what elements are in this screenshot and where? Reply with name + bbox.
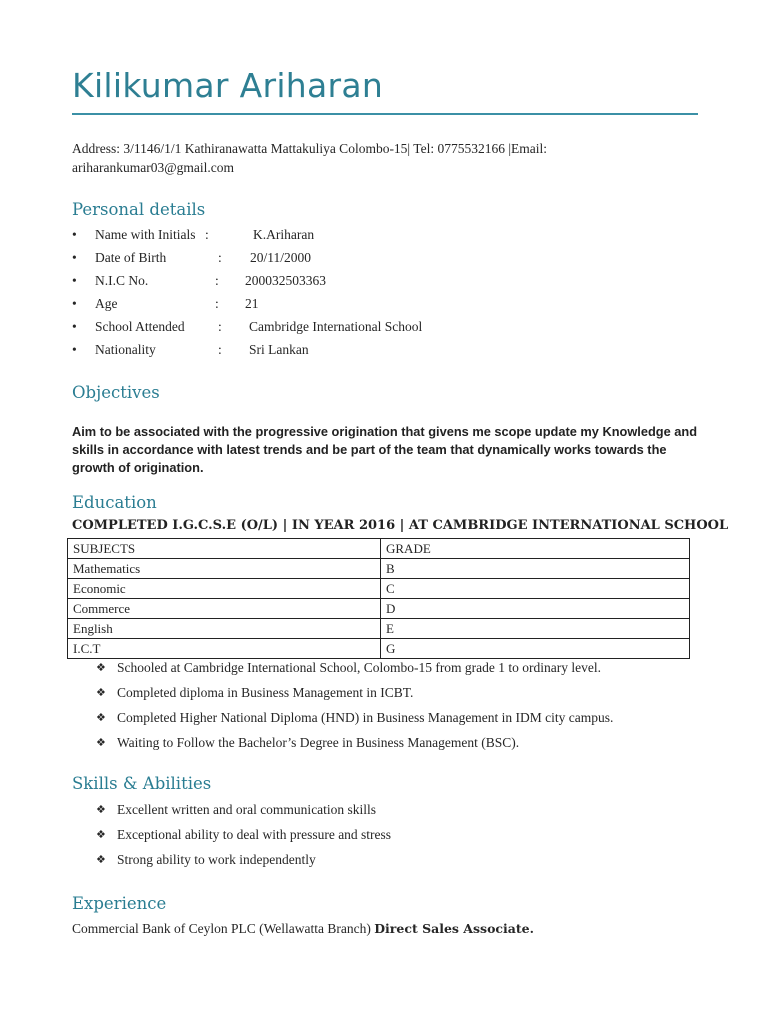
contact-email: ariharankumar03@gmail.com — [72, 160, 234, 175]
experience-role: Direct Sales Associate. — [374, 921, 534, 936]
skills-heading: Skills & Abilities — [72, 774, 212, 793]
personal-detail-row — [72, 249, 672, 272]
education-points-list — [96, 659, 613, 759]
detail-colon: : — [215, 273, 219, 288]
education-heading: Education — [72, 493, 157, 512]
contact-address-line: Address: 3/1146/1/1 Kathiranawatta Mattakuliya Colombo-15| Tel: 0775532166 |Email: — [72, 141, 548, 156]
skill-text: Exceptional ability to deal with pressure and stress — [117, 827, 392, 842]
list-item — [96, 801, 391, 826]
table-row — [68, 599, 690, 619]
list-item — [96, 659, 613, 684]
grade-cell: E — [381, 619, 690, 639]
detail-colon: : — [215, 296, 219, 311]
skill-text: Strong ability to work independently — [117, 852, 316, 867]
diamond-bullet-icon: ❖ — [96, 853, 106, 866]
education-point-text: Completed diploma in Business Management in ICBT. — [117, 685, 414, 700]
header-rule — [72, 113, 698, 115]
personal-detail-row — [72, 341, 672, 364]
grade-cell: C — [381, 579, 690, 599]
personal-details-heading: Personal details — [72, 200, 206, 219]
bullet-icon: • — [72, 296, 77, 311]
table-row — [68, 559, 690, 579]
personal-detail-row — [72, 295, 672, 318]
detail-label: Nationality — [95, 342, 156, 357]
table-row — [68, 639, 690, 659]
subject-cell: Economic — [68, 579, 381, 599]
grade-cell: G — [381, 639, 690, 659]
detail-label: School Attended — [95, 319, 185, 334]
subject-cell: English — [68, 619, 381, 639]
table-row — [68, 579, 690, 599]
list-item — [96, 709, 613, 734]
diamond-bullet-icon: ❖ — [96, 803, 106, 816]
detail-colon: : — [218, 250, 222, 265]
subject-cell: I.C.T — [68, 639, 381, 659]
subject-cell: Commerce — [68, 599, 381, 619]
experience-employer: Commercial Bank of Ceylon PLC (Wellawatta Branch) — [72, 921, 371, 936]
experience-heading: Experience — [72, 894, 167, 913]
detail-label: Name with Initials — [95, 227, 196, 242]
detail-value: Sri Lankan — [249, 342, 309, 357]
contact-info — [72, 139, 698, 177]
table-header-row — [68, 539, 690, 559]
bullet-icon: • — [72, 273, 77, 288]
personal-detail-row — [72, 226, 672, 249]
diamond-bullet-icon: ❖ — [96, 828, 106, 841]
personal-detail-row — [72, 318, 672, 341]
detail-label: N.I.C No. — [95, 273, 149, 288]
skill-text: Excellent written and oral communication skills — [117, 802, 377, 817]
subject-cell: Mathematics — [68, 559, 381, 579]
diamond-bullet-icon: ❖ — [96, 686, 106, 699]
diamond-bullet-icon: ❖ — [96, 736, 106, 749]
detail-value: 200032503363 — [245, 273, 326, 288]
grade-cell: B — [381, 559, 690, 579]
education-point-text: Waiting to Follow the Bachelor’s Degree in Business Management (BSC). — [117, 735, 520, 750]
detail-value: Cambridge International School — [249, 319, 423, 334]
bullet-icon: • — [72, 319, 77, 334]
candidate-name: Kilikumar Ariharan — [72, 66, 384, 105]
column-header-subjects: SUBJECTS — [68, 539, 381, 559]
detail-colon: : — [218, 342, 222, 357]
education-subheading: COMPLETED I.G.C.S.E (O/L) | IN YEAR 2016 | AT CAMBRIDGE INTERNATIONAL SCHOOL — [72, 518, 729, 533]
skills-list — [96, 801, 391, 876]
detail-label: Date of Birth — [95, 250, 167, 265]
table-row — [68, 619, 690, 639]
list-item — [96, 684, 613, 709]
personal-detail-row — [72, 272, 672, 295]
detail-value: K.Ariharan — [253, 227, 315, 242]
personal-details-list — [72, 226, 672, 364]
detail-colon: : — [218, 319, 222, 334]
bullet-icon: • — [72, 342, 77, 357]
column-header-grade: GRADE — [381, 539, 690, 559]
objectives-heading: Objectives — [72, 383, 160, 402]
diamond-bullet-icon: ❖ — [96, 711, 106, 724]
list-item — [96, 851, 391, 876]
diamond-bullet-icon: ❖ — [96, 661, 106, 674]
bullet-icon: • — [72, 250, 77, 265]
list-item — [96, 826, 391, 851]
education-point-text: Schooled at Cambridge International School, Colombo-15 from grade 1 to ordinary level. — [117, 660, 602, 675]
experience-entry — [72, 920, 712, 938]
list-item — [96, 734, 613, 759]
education-point-text: Completed Higher National Diploma (HND) in Business Management in IDM city campus. — [117, 710, 614, 725]
detail-label: Age — [95, 296, 118, 311]
detail-value: 21 — [245, 296, 259, 311]
detail-value: 20/11/2000 — [250, 250, 312, 265]
grades-table — [67, 538, 690, 659]
bullet-icon: • — [72, 227, 77, 242]
objective-text: Aim to be associated with the progressive origination that givens me scope update my Knowledge and skills in accordance with latest trends and be part of the team that dynamically works towards the growth of origination. — [72, 424, 698, 475]
grade-cell: D — [381, 599, 690, 619]
detail-colon: : — [205, 227, 209, 242]
